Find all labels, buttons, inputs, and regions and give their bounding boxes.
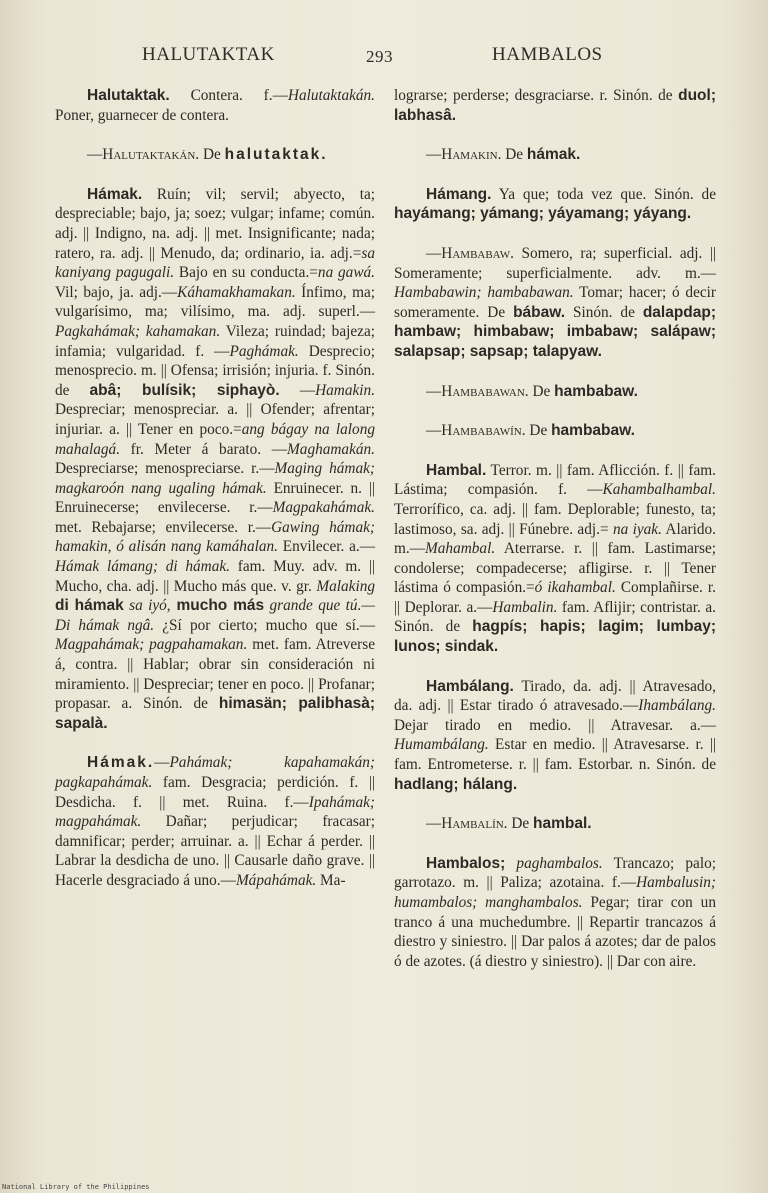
derived-form: Maging hámak; magkaroón nang ugaling hámak.: [55, 460, 375, 497]
derived-form: Pahámak; kapahamakán; pagkapahámak.: [55, 754, 375, 791]
synonyms: hayámang; yámang; yáyamang; yáyang.: [394, 205, 692, 223]
synonyms: himasän; palibhasà; sapalà.: [55, 695, 375, 732]
page-number: 293: [366, 47, 393, 66]
derived-form: Gawing hámak; hamakin, ó alisán nang kamáhalan.: [55, 518, 375, 556]
entry-hamang: [394, 185, 716, 224]
definition-text: De: [525, 422, 552, 440]
bold-term: mucho más: [170, 597, 265, 615]
definition-text: —: [154, 754, 170, 772]
definition-text: Tomar; hacer; ó decir someramente. De: [394, 284, 717, 321]
example-phrase: na iyak.: [612, 520, 662, 538]
definition-text: Trancazo; palo; garrotazo. m. || Paliza; azotaina. f.—: [394, 854, 716, 892]
entry-continuation: [394, 86, 716, 125]
headword: Hambálang.: [426, 677, 514, 695]
definition-text: Tirado, da. adj. || Atravesado, da. adj. || Estar tirado ó atravesado.—: [394, 677, 716, 715]
derived-form: Hamakin.: [315, 381, 376, 399]
definition-text: Ruín; vil; servil; abyecto, ta; despreciable; bajo, ja; soez; vulgar; infame; común. adj. || Indigno, na. adj. || met. Insignificante; nada; ratero, ra. adj. || Menudo, da; ordinario, ia. adj.=: [55, 185, 375, 262]
definition-text: Vileza; ruindad; bajeza; infamia; vulgaridad. f. —: [55, 322, 375, 360]
derived-form: Kahambalhambal.: [602, 481, 716, 499]
definition-text: Terrorífico, ca. adj. || fam. Deplorable; funesto, ta; lastimoso, sa. adj. || Fúnebre. adj.=: [394, 500, 716, 538]
synonyms: duol; labhasâ.: [394, 87, 716, 124]
derived-form: Ihambálang.: [638, 697, 716, 715]
definition-text: Poner, guarnecer de contera.: [55, 106, 229, 124]
derived-form: paghambalos.: [505, 854, 603, 872]
definition-text: Ínfimo, ma; vulgarísimo, ma; vilísimo, ma. adj. superl.—: [55, 283, 376, 321]
derived-headword: —Hambabawín.: [426, 422, 526, 440]
synonyms: abâ; bulísik; siphayò.: [89, 381, 280, 399]
cross-reference: hambabaw.: [554, 382, 638, 400]
derived-form: Hámak lámang; di hámak.: [55, 558, 230, 576]
synonyms: hagpís; hapis; lagim; lumbay; lunos; sindak.: [394, 618, 716, 656]
cross-reference: hambabaw.: [551, 422, 635, 440]
derived-form: Humambálang.: [394, 736, 489, 754]
derived-form: Magpakahámak.: [272, 499, 375, 517]
entry-halutaktak: [55, 86, 375, 125]
definition-text: fam. Desgracia; perdición. f. || Desdicha. f. || met. Ruina. f.—: [55, 774, 375, 811]
definition-text: Alarido. m.—: [394, 520, 716, 558]
example-phrase: sa kaniyang pagugali.: [55, 244, 375, 282]
definition-text: Contera. f.—: [169, 87, 288, 104]
bold-term: di hámak: [55, 597, 124, 615]
headword: Hámang.: [426, 185, 492, 203]
entry-hambabawan: [394, 382, 716, 402]
definition-text: fam. Muy. adv. m. || Mucho, cha. adj. || Mucho más que. v. gr.: [55, 558, 375, 595]
definition-text: Bajo en su conducta.=: [174, 264, 318, 282]
library-footer: National Library of the Philippines: [2, 1183, 150, 1191]
derived-form: Hambabawin; hambabawan.: [394, 284, 574, 302]
entry-hambal: [394, 461, 716, 657]
example-phrase: sa iyó,: [123, 597, 171, 615]
definition-text: Despreciarse; menospreciarse. r.—: [55, 460, 275, 478]
running-head: [0, 44, 768, 70]
derived-form: Pagkahámak; kahamakan.: [55, 322, 221, 340]
definition-text: fr. Meter á barato. —: [120, 440, 288, 458]
cross-reference: bábaw.: [513, 303, 566, 321]
derived-headword: —Hambabaw.: [426, 244, 514, 262]
headword: Hambal.: [426, 461, 487, 479]
derived-form: Hambalin.: [492, 598, 558, 616]
definition-text: Ya que; toda vez que. Sinón. de: [491, 185, 716, 203]
headword: Hambalos;: [426, 854, 506, 872]
entry-hambalang: [394, 677, 716, 795]
derived-form: Mahambal.: [425, 540, 496, 558]
headword: Halutaktak.: [87, 87, 170, 104]
entry-hambabaw: [394, 244, 716, 362]
right-column: [394, 86, 716, 991]
entry-hamak-2: [55, 753, 375, 890]
definition-text: Estar en medio. || Atravesarse. r. || fam. Entrometerse. r. || fam. Estorbar. n. Sinón. de: [394, 736, 716, 774]
definition-text: —: [279, 381, 316, 399]
entry-hamak: [55, 185, 375, 734]
definition-text: Aterrarse. r. || fam. Lastimarse; condolerse; compadecerse; afligirse. r. || Tener lástima ó compasión.=: [394, 540, 716, 597]
definition-text: Dañar; perjudicar; fracasar; damnificar; perder; arruinar. a. || Echar á perder. || Labrar la desdicha de uno. || Causarle daño grave. || Hacerle desgraciado á uno.—: [55, 813, 375, 889]
example-phrase: ó ikahambal.: [534, 579, 616, 597]
definition-text: Complañirse. r. || Deplorar. a.—: [394, 579, 716, 616]
synonyms: dalapdap; hambaw; himbabaw; imbabaw; salápaw; salapsap; sapsap; talapyaw.: [394, 303, 717, 360]
definition-text: Dejar tirado en medio. || Atravesar. a.—: [394, 716, 716, 734]
entry-hamakin: [394, 145, 716, 165]
example-phrase: Malaking: [316, 577, 375, 595]
definition-text: De: [528, 382, 555, 400]
derived-form: Paghámak.: [229, 342, 299, 360]
definition-text: fam. Aflijir; contristar. a. Sinón. de: [394, 598, 716, 636]
definition-text: Vil; bajo, ja. adj.—: [55, 283, 178, 301]
definition-text: Ma-: [316, 871, 346, 889]
definition-text: Despreciar; menospreciar. a. || Ofender; afrentar; injuriar. a. || Tener en poco.=: [55, 401, 375, 438]
definition-text: Desprecio; menosprecio. m. || Ofensa; irrisión; injuria. f. Sinón. de: [55, 342, 375, 399]
derived-headword: —Hambalín.: [426, 815, 508, 833]
entry-hambabawin: [394, 421, 716, 441]
definition-text: ¿Sí por cierto; mucho que sí.—: [154, 616, 375, 634]
running-head-left: HALUTAKTAK: [142, 44, 275, 65]
definition-text: De: [199, 146, 225, 164]
definition-text: De: [507, 815, 533, 833]
definition-text: lograrse; perderse; desgraciarse. r. Sinón. de: [394, 87, 679, 104]
definition-text: Envilecer. a.—: [277, 538, 375, 556]
derived-form: Maghamakán.: [287, 440, 375, 458]
headword: Hámak.: [87, 754, 155, 772]
headword: Hámak.: [87, 185, 143, 203]
derived-headword: —Hamakin.: [426, 146, 502, 164]
derived-form: Halutaktakán.: [287, 87, 375, 104]
definition-text: met. Rebajarse; envilecerse. r.—: [55, 518, 272, 536]
synonyms: hadlang; hálang.: [394, 775, 518, 793]
derived-form: Hambalusin; humambalos; manghambalos.: [394, 874, 716, 911]
derived-headword: —Hambabawan.: [426, 382, 529, 400]
derived-headword: —Halutaktakán.: [87, 146, 200, 164]
derived-form: Mápahámak.: [235, 871, 317, 889]
running-head-right: HAMBALOS: [492, 44, 603, 65]
example-phrase: grande que tú.—Di hámak ngâ.: [55, 597, 375, 634]
definition-text: Enruinecer. n. || Enruinecerse; envilecerse. r.—: [55, 479, 375, 517]
derived-form: Káhamakhamakan.: [177, 283, 296, 301]
entry-halutaktakan: [55, 145, 375, 165]
left-column: [55, 86, 375, 911]
cross-reference: hambal.: [533, 815, 592, 833]
entry-hambalos: [394, 854, 716, 972]
definition-text: Somero, ra; superficial. adj. || Someramente; superficialmente. adv. m.—: [394, 244, 716, 282]
derived-form: Magpahámak; pagpahamakan.: [55, 636, 248, 654]
derived-form: Ipahámak; magpahámak.: [55, 793, 375, 831]
definition-text: Pegar; tirar con un tranco á una muchedumbre. || Repartir trancazos á diestro y siniestro. || Dar palos á azotes; dar de palos ó de azotes. (á diestro y siniestro). || Dar con aire.: [394, 894, 716, 970]
cross-reference: hámak.: [526, 146, 581, 164]
example-phrase: na gawá.: [317, 264, 375, 282]
definition-text: Terror. m. || fam. Aflicción. f. || fam. Lástima; compasión. f. —: [394, 461, 716, 499]
entry-hambalin: [394, 814, 716, 834]
definition-text: De: [501, 146, 527, 164]
example-phrase: ang bágay na lalong mahalagá.: [55, 420, 375, 458]
definition-text: Sinón. de: [565, 303, 643, 321]
definition-text: met. fam. Atreverse á, contra. || Hablar; obrar sin consideración ni miramiento. || Despreciar; tener en poco. || Profanar; propasar. a. Sinón. de: [55, 636, 376, 713]
cross-reference: halutaktak.: [224, 146, 328, 164]
